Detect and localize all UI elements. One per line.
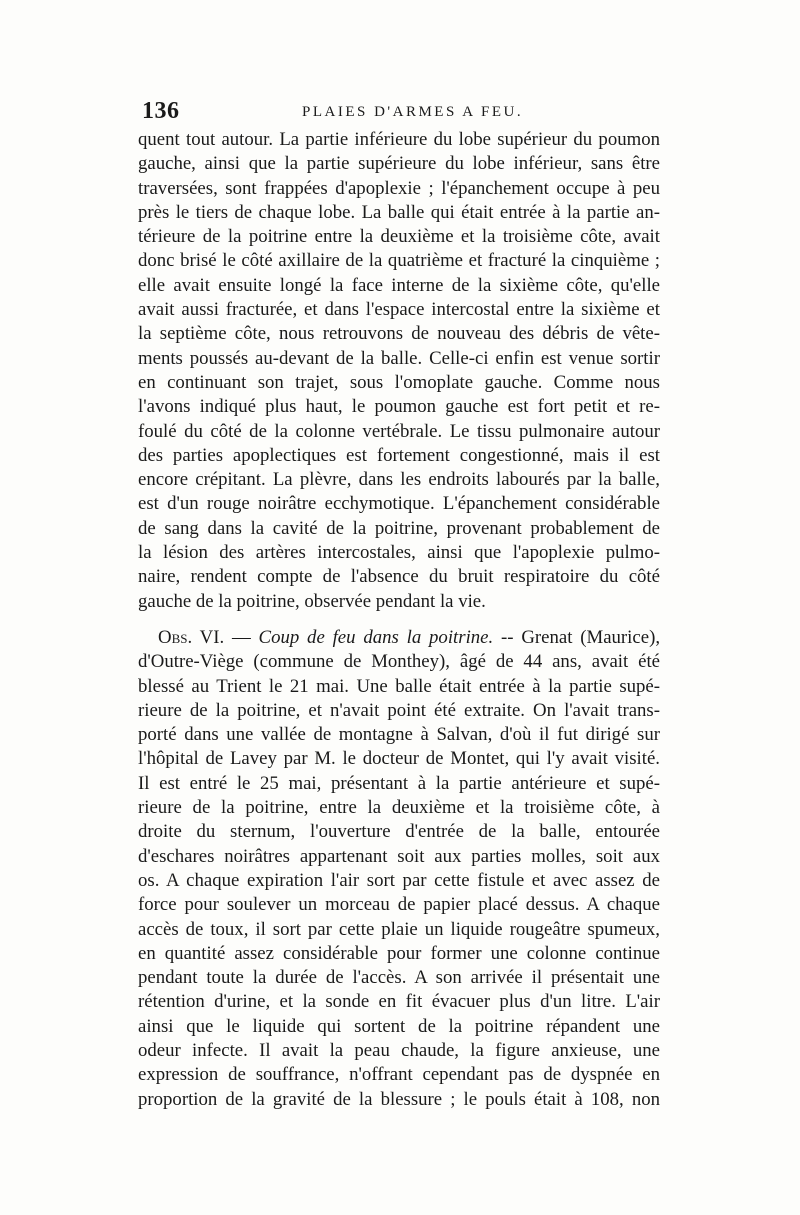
text-line: proportion de la gravité de la blessure ; le pouls était à 108, non xyxy=(138,1088,660,1110)
text-line: accès de toux, il sort par cette plaie un liquide rougeâtre spumeux, xyxy=(138,918,660,940)
text-line: la septième côte, nous retrouvons de nouveau des débris de vête- xyxy=(138,323,660,345)
text-line: force pour soulever un morceau de papier placé dessus. A chaque xyxy=(138,894,660,916)
text-line: l'avons indiqué plus haut, le poumon gauche est fort petit et re- xyxy=(138,396,660,418)
text-line: la lésion des artères intercostales, ainsi que l'apoplexie pulmo- xyxy=(138,542,660,564)
text-line: rieure de la poitrine, entre la deuxième et la troisième côte, à xyxy=(138,797,660,819)
observation-label: Obs. VI. xyxy=(158,626,225,648)
text-line: gauche de la poitrine, observée pendant la vie. xyxy=(138,590,486,612)
text-line: Il est entré le 25 mai, présentant à la partie antérieure et supé- xyxy=(138,772,660,794)
text-line: expression de souffrance, n'offrant cependant pas de dyspnée en xyxy=(138,1064,660,1086)
text-line: elle avait ensuite longé la face interne de la sixième côte, qu'elle xyxy=(138,274,660,296)
observation-title: Coup de feu dans la poitrine. xyxy=(258,626,494,648)
observation-heading-line xyxy=(138,626,660,650)
text-line: quent tout autour. La partie inférieure du lobe supérieur du poumon xyxy=(138,129,660,150)
observation-dash: — xyxy=(224,626,259,648)
text-line: naire, rendent compte de l'absence du bruit respiratoire du côté xyxy=(138,566,660,588)
text-line: d'Outre-Viège (commune de Monthey), âgé de 44 ans, avait été xyxy=(138,651,660,673)
running-title: PLAIES D'ARMES A FEU. xyxy=(302,104,524,120)
text-line: près le tiers de chaque lobe. La balle qui était entrée à la partie an- xyxy=(138,201,660,223)
paragraph-observation-vi xyxy=(138,626,660,1112)
text-line: porté dans une vallée de montagne à Salvan, d'où il fut dirigé sur xyxy=(138,724,660,746)
text-line: blessé au Trient le 21 mai. Une balle était entrée à la partie supé- xyxy=(138,675,660,697)
text-line: en continuant son trajet, sous l'omoplate gauche. Comme nous xyxy=(138,371,660,393)
page-header xyxy=(142,98,662,132)
text-line: des parties apoplectiques est fortement congestionné, mais il est xyxy=(138,444,660,466)
text-line: avait aussi fracturée, et dans l'espace intercostal entre la sixième et xyxy=(138,299,660,321)
text-line: est d'un rouge noirâtre ecchymotique. L'épanchement considérable xyxy=(138,493,660,515)
text-line: ainsi que le liquide qui sortent de la poitrine répandent une xyxy=(138,1015,660,1037)
text-line: droite du sternum, l'ouverture d'entrée de la balle, entourée xyxy=(138,821,660,843)
text-line: pendant toute la durée de l'accès. A son arrivée il présentait une xyxy=(138,967,660,989)
text-line: ments poussés au-devant de la balle. Celle-ci enfin est venue sortir xyxy=(138,347,660,369)
text-line: d'eschares noirâtres appartenant soit aux parties molles, soit aux xyxy=(138,845,660,867)
text-line: de sang dans la cavité de la poitrine, provenant probablement de xyxy=(138,517,660,539)
text-line: os. A chaque expiration l'air sort par cette fistule et avec assez de xyxy=(138,869,660,891)
paragraph-autopsy xyxy=(138,128,660,614)
text-line: encore crépitant. La plèvre, dans les endroits labourés par la balle, xyxy=(138,469,660,491)
text-line: gauche, ainsi que la partie supérieure du lobe inférieur, sans être xyxy=(138,153,660,175)
text-line: foulé du côté de la colonne vertébrale. Le tissu pulmonaire autour xyxy=(138,420,660,442)
text-line: odeur infecte. Il avait la peau chaude, la figure anxieuse, une xyxy=(138,1039,660,1061)
text-line: rétention d'urine, et la sonde en fit évacuer plus d'un litre. L'air xyxy=(138,991,660,1013)
text-line: rieure de la poitrine, et n'avait point été extraite. On l'avait trans- xyxy=(138,699,660,721)
text-line: l'hôpital de Lavey par M. le docteur de Montet, qui l'y avait visité. xyxy=(138,748,660,770)
text-line: donc brisé le côté axillaire de la quatrième et fracturé la cinquième ; xyxy=(138,250,660,272)
page-number: 136 xyxy=(142,98,180,124)
observation-patient: -- Grenat (Maurice), xyxy=(493,626,661,648)
text-line: traversées, sont frappées d'apoplexie ; l'épanchement occupe à peu xyxy=(138,177,660,199)
body-text xyxy=(138,128,660,1112)
text-line: térieure de la poitrine entre la deuxième et la troisième côte, avait xyxy=(138,226,660,248)
text-line: en quantité assez considérable pour former une colonne continue xyxy=(138,942,660,964)
